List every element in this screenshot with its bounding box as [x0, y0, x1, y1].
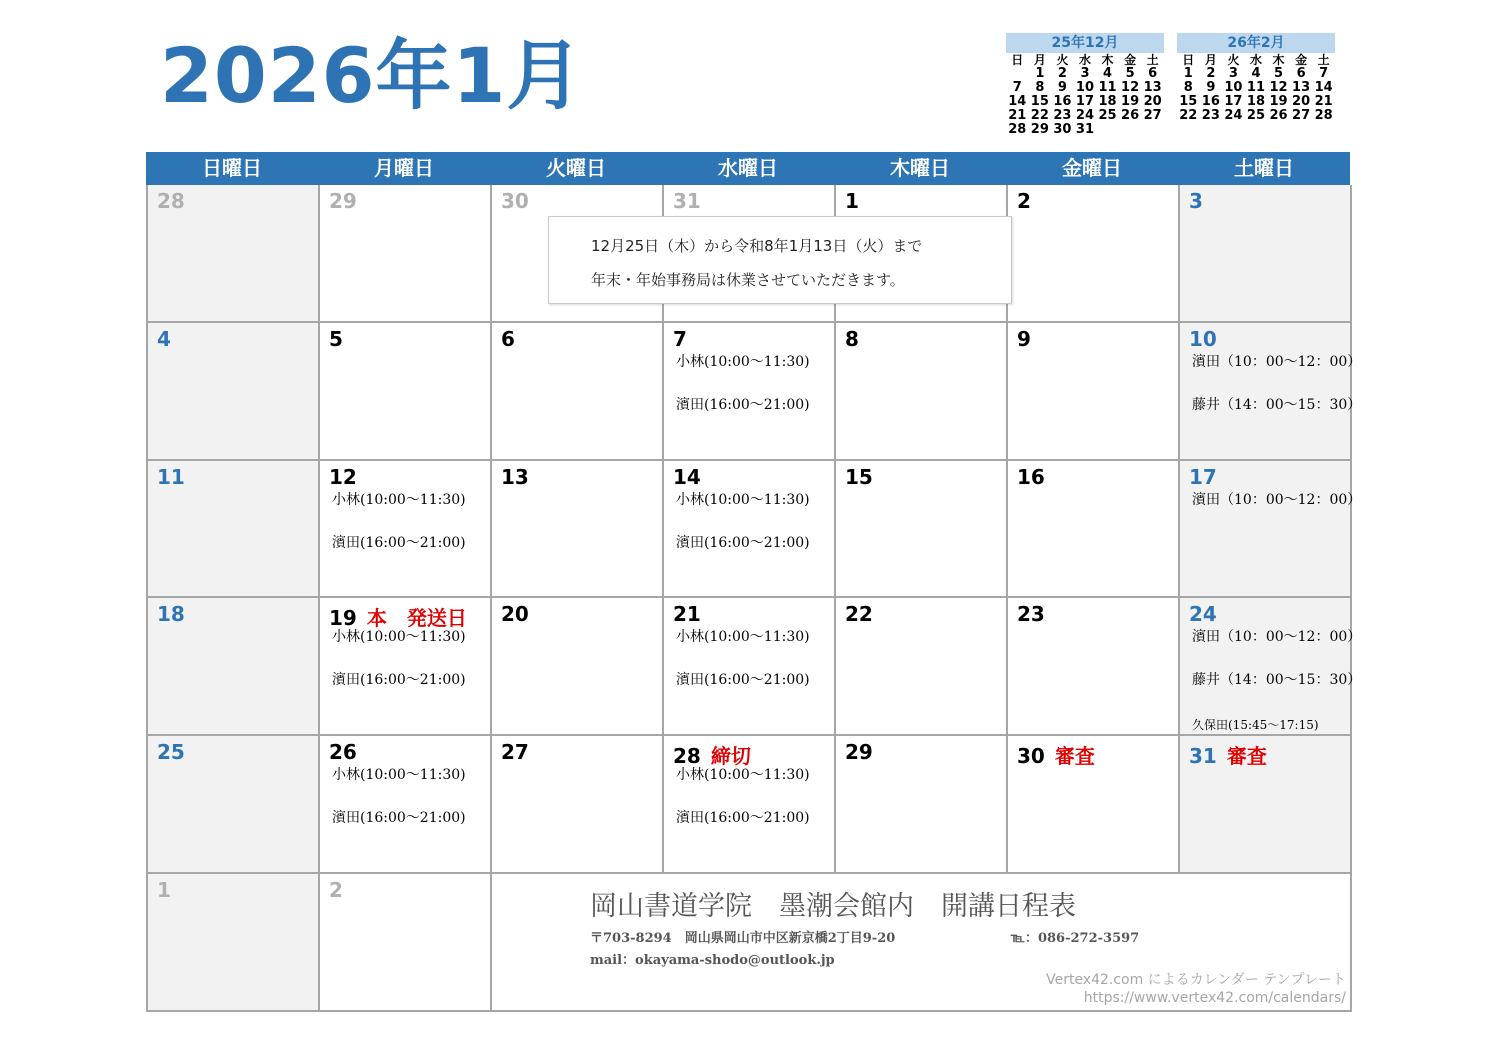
day-cell [148, 185, 320, 323]
day-number-text: 30 [501, 189, 529, 213]
mini-calendar-next [1177, 33, 1335, 123]
mini-dow-cell: 月 [1033, 53, 1046, 67]
mini-day-cell: 8 [1035, 80, 1045, 95]
day-number [501, 740, 529, 764]
mini-dow-cell: 木 [1272, 53, 1285, 67]
mini-day-cell: 1 [1035, 66, 1045, 81]
mini-day-cell: 13 [1143, 80, 1162, 95]
day-cell [1180, 461, 1362, 599]
day-number [673, 602, 701, 626]
day-number [673, 189, 701, 213]
day-number [329, 327, 343, 351]
mini-day-cell: 6 [1296, 66, 1306, 81]
mini-dow-cell: 金 [1124, 53, 1137, 67]
mini-day-cell: 21 [1008, 108, 1027, 123]
day-number [1189, 327, 1217, 351]
day-number-text: 24 [1189, 602, 1217, 627]
mini-day-cell: 3 [1228, 66, 1238, 81]
day-tag: 審査 [1226, 744, 1267, 769]
mini-dow-cell: 日 [1182, 53, 1195, 67]
day-number [845, 740, 873, 764]
event-entry: 濱田（10：00～12：00） [1192, 629, 1362, 646]
mini-dow-cell: 月 [1204, 53, 1217, 67]
mini-day-cell: 3 [1080, 66, 1090, 81]
template-credit: Vertex42.com によるカレンダー テンプレート [1046, 972, 1346, 988]
footer-title: 岡山書道学院 墨潮会館内 開講日程表 [590, 891, 1076, 922]
day-number [1189, 189, 1203, 213]
day-number-text: 11 [157, 464, 185, 489]
event-entry: 濱田（10：00～12：00） [1192, 353, 1362, 370]
mini-day-cell: 20 [1292, 94, 1311, 109]
mini-day-cell: 26 [1121, 108, 1140, 123]
mini-week-row [1177, 109, 1335, 123]
event-entry: 小林(10:00～11:30) [676, 629, 810, 646]
day-cell [320, 461, 492, 599]
day-cell [492, 323, 664, 461]
day-cell [148, 736, 320, 874]
mini-day-cell: 5 [1125, 66, 1135, 81]
mini-day-cell: 2 [1206, 66, 1216, 81]
mini-day-cell: 16 [1053, 94, 1072, 109]
day-number-text: 31 [673, 189, 701, 213]
day-cell [320, 185, 492, 323]
calendar-grid [146, 185, 1362, 1012]
mini-day-cell: 17 [1224, 94, 1243, 109]
day-number-text: 21 [673, 602, 701, 627]
mini-day-cell: 1 [1183, 66, 1193, 81]
day-number-text: 15 [845, 464, 873, 489]
day-number-text: 22 [845, 602, 873, 627]
day-number-text: 3 [1189, 189, 1203, 213]
day-number-text: 1 [157, 878, 171, 902]
mini-day-cell: 27 [1143, 108, 1162, 123]
day-number-text: 5 [329, 326, 343, 351]
mini-day-cell [1119, 123, 1142, 137]
mini-week-row [1177, 95, 1335, 109]
holiday-notice [548, 216, 1012, 304]
mini-week-row [1006, 123, 1164, 137]
footer-address: 〒703-8294 岡山県岡山市中区新京橋2丁目9-20 [590, 931, 896, 946]
mini-day-cell: 17 [1075, 94, 1095, 109]
mini-day-cell: 15 [1030, 94, 1049, 109]
day-number [845, 327, 859, 351]
day-cell [320, 598, 492, 736]
mini-day-cell: 14 [1008, 94, 1027, 109]
day-number-text: 12 [329, 464, 357, 489]
event-entry: 濱田(16:00～21:00) [676, 810, 810, 827]
day-number [673, 465, 701, 489]
day-cell [148, 323, 320, 461]
mini-day-cell: 28 [1314, 108, 1333, 123]
day-number-text: 7 [673, 326, 687, 351]
mini-calendar-prev [1006, 33, 1164, 137]
day-number-text: 4 [157, 326, 171, 351]
day-number [157, 878, 171, 902]
day-number-text: 14 [673, 464, 701, 489]
day-cell [148, 874, 320, 1012]
day-number [1189, 465, 1217, 489]
event-entry: 久保田(15:45～17:15) [1192, 718, 1319, 733]
day-number [329, 878, 343, 902]
weekday-label: 金曜日 [1062, 156, 1122, 180]
day-number-text: 19 [329, 606, 357, 631]
event-entry: 小林(10:00～11:30) [332, 629, 466, 646]
mini-day-cell: 14 [1314, 80, 1333, 95]
mini-day-cell: 27 [1292, 108, 1311, 123]
mini-day-cell: 7 [1319, 66, 1329, 81]
mini-week-row [1177, 81, 1335, 95]
event-entry: 濱田(16:00～21:00) [332, 672, 466, 689]
day-number [1189, 602, 1217, 626]
mini-dow-cell: 日 [1011, 53, 1024, 67]
day-number-text: 27 [501, 740, 529, 765]
mini-day-cell: 24 [1224, 108, 1243, 123]
day-number [501, 189, 529, 213]
day-number [157, 602, 185, 626]
mini-day-cell: 28 [1008, 122, 1027, 137]
day-cell [836, 736, 1008, 874]
event-entry: 濱田(16:00～21:00) [676, 534, 810, 551]
day-cell [664, 736, 836, 874]
event-entry: 濱田(16:00～21:00) [332, 810, 466, 827]
day-number-text: 16 [1017, 464, 1045, 489]
day-cell [836, 598, 1008, 736]
day-cell [492, 598, 664, 736]
day-cell [320, 874, 492, 1012]
mini-day-cell: 30 [1053, 122, 1072, 137]
mini-calendar-next-header: 26年2月 [1177, 33, 1335, 53]
day-number-text: 18 [157, 602, 185, 627]
day-number-text: 29 [329, 189, 357, 213]
day-number [1017, 740, 1095, 769]
day-cell [1008, 185, 1180, 323]
mini-day-cell [1096, 123, 1119, 137]
day-tag: 本 発送日 [366, 606, 467, 631]
weekday-label: 火曜日 [546, 156, 606, 180]
mini-day-cell: 16 [1201, 94, 1220, 109]
mini-day-cell: 18 [1246, 94, 1266, 109]
mini-day-cell: 31 [1075, 122, 1095, 137]
mini-day-cell: 23 [1201, 108, 1220, 123]
day-number-text: 29 [845, 740, 873, 765]
mini-day-cell: 7 [1012, 80, 1022, 95]
day-number [845, 189, 859, 213]
event-entry: 濱田(16:00～21:00) [676, 672, 810, 689]
day-cell [1008, 736, 1180, 874]
day-cell [664, 323, 836, 461]
day-cell [1180, 736, 1352, 874]
event-entry: 濱田(16:00～21:00) [332, 534, 466, 551]
mini-dow-row [1177, 53, 1335, 67]
day-cell [320, 736, 492, 874]
page-title: 2026年1月 [160, 31, 584, 120]
day-number [157, 465, 185, 489]
mini-dow-cell: 土 [1317, 53, 1330, 67]
day-cell [836, 323, 1008, 461]
mini-day-cell: 15 [1179, 94, 1198, 109]
day-cell [320, 323, 492, 461]
day-number-text: 13 [501, 464, 529, 489]
mini-dow-cell: 水 [1249, 53, 1262, 67]
day-number-text: 31 [1189, 744, 1217, 769]
day-cell [1180, 598, 1362, 736]
day-cell [836, 461, 1008, 599]
event-entry: 小林(10:00～11:30) [676, 353, 810, 370]
day-cell [664, 598, 836, 736]
mini-day-cell: 25 [1098, 108, 1117, 123]
day-cell [1008, 323, 1180, 461]
mini-day-cell: 12 [1121, 80, 1140, 95]
day-number [845, 602, 873, 626]
day-cell [1180, 185, 1352, 323]
day-number-text: 17 [1189, 464, 1217, 489]
mini-day-cell: 22 [1179, 108, 1198, 123]
mini-day-cell: 6 [1148, 66, 1158, 81]
day-number-text: 26 [329, 740, 357, 765]
mini-calendar-prev-header: 25年12月 [1006, 33, 1164, 53]
footer-info-block [492, 874, 1352, 1012]
mini-day-cell: 11 [1246, 80, 1266, 95]
day-number [1189, 740, 1267, 769]
event-entry: 藤井（14：00～15：30） [1192, 396, 1362, 413]
day-number [501, 602, 529, 626]
mini-day-cell [1141, 123, 1164, 137]
weekday-label: 土曜日 [1234, 156, 1294, 180]
mini-day-cell: 5 [1274, 66, 1284, 81]
day-cell [1180, 323, 1362, 461]
event-entry: 小林(10:00～11:30) [676, 767, 810, 784]
day-number [673, 327, 687, 351]
day-number [1017, 327, 1031, 351]
day-number [501, 327, 515, 351]
event-entry: 小林(10:00～11:30) [332, 491, 466, 508]
day-number [157, 327, 171, 351]
mini-day-cell: 29 [1030, 122, 1049, 137]
mini-day-cell: 4 [1251, 66, 1261, 81]
mini-dow-cell: 金 [1295, 53, 1308, 67]
mini-dow-cell: 木 [1101, 53, 1114, 67]
day-number [1017, 602, 1045, 626]
mini-week-row [1006, 109, 1164, 123]
template-url: https://www.vertex42.com/calendars/ [1083, 990, 1346, 1006]
event-entry: 小林(10:00～11:30) [332, 767, 466, 784]
day-number-text: 10 [1189, 326, 1217, 351]
day-cell [148, 461, 320, 599]
mini-day-cell: 4 [1103, 66, 1113, 81]
mini-day-cell: 9 [1057, 80, 1067, 95]
mini-day-cell: 26 [1269, 108, 1288, 123]
notice-line-2: 年末・年始事務局は休業させていただきます。 [591, 271, 905, 289]
day-cell [148, 598, 320, 736]
mini-day-cell: 8 [1183, 80, 1193, 95]
day-number-text: 20 [501, 602, 529, 627]
day-cell [1008, 461, 1180, 599]
day-number [845, 465, 873, 489]
mini-day-cell: 20 [1143, 94, 1162, 109]
day-number-text: 28 [157, 189, 185, 213]
day-number [1017, 189, 1031, 213]
event-entry: 濱田(16:00～21:00) [676, 396, 810, 413]
mini-dow-cell: 土 [1146, 53, 1159, 67]
mini-day-cell: 13 [1292, 80, 1311, 95]
day-number-text: 30 [1017, 744, 1045, 769]
mini-day-cell: 25 [1246, 108, 1266, 123]
day-number [157, 189, 185, 213]
day-tag: 審査 [1054, 744, 1095, 769]
mini-day-cell: 22 [1030, 108, 1049, 123]
weekday-label: 水曜日 [718, 156, 778, 180]
day-number-text: 28 [673, 744, 701, 769]
day-cell [492, 736, 664, 874]
mini-dow-cell: 水 [1078, 53, 1091, 67]
day-cell [1008, 598, 1180, 736]
footer-mail: mail：okayama-shodo@outlook.jp [590, 953, 835, 968]
mini-day-cell: 12 [1269, 80, 1288, 95]
day-number-text: 8 [845, 326, 859, 351]
mini-week-row [1006, 81, 1164, 95]
day-tag: 締切 [710, 744, 751, 769]
day-number [329, 740, 357, 764]
mini-day-cell: 21 [1314, 94, 1333, 109]
mini-dow-cell: 火 [1056, 53, 1069, 67]
weekday-label: 日曜日 [202, 156, 262, 180]
mini-dow-cell: 火 [1227, 53, 1240, 67]
day-number-text: 2 [1017, 189, 1031, 213]
day-number [501, 465, 529, 489]
day-number [329, 465, 357, 489]
mini-day-cell: 19 [1269, 94, 1288, 109]
mini-day-cell: 19 [1121, 94, 1140, 109]
mini-day-cell: 11 [1098, 80, 1117, 95]
event-entry: 小林(10:00～11:30) [676, 491, 810, 508]
day-number-text: 1 [845, 189, 859, 213]
weekday-header-row [146, 152, 1350, 185]
event-entry: 藤井（14：00～15：30） [1192, 672, 1362, 689]
mini-day-cell: 24 [1075, 108, 1095, 123]
mini-dow-row [1006, 53, 1164, 67]
day-number [157, 740, 185, 764]
day-number-text: 9 [1017, 326, 1031, 351]
day-cell [664, 461, 836, 599]
day-number-text: 6 [501, 326, 515, 351]
day-number-text: 2 [329, 878, 343, 902]
event-entry: 濱田（10：00～12：00） [1192, 491, 1362, 508]
day-cell [492, 461, 664, 599]
day-number [1017, 465, 1045, 489]
day-number-text: 23 [1017, 602, 1045, 627]
weekday-label: 木曜日 [890, 156, 950, 180]
mini-day-cell: 18 [1098, 94, 1117, 109]
mini-day-cell: 23 [1053, 108, 1072, 123]
mini-week-row [1006, 95, 1164, 109]
weekday-label: 月曜日 [374, 156, 434, 180]
footer-tel: ℡：086-272-3597 [1011, 931, 1140, 946]
mini-week-row [1177, 67, 1335, 81]
mini-day-cell: 10 [1224, 80, 1243, 95]
mini-day-cell: 10 [1075, 80, 1095, 95]
mini-day-cell [1006, 67, 1029, 81]
day-number-text: 25 [157, 740, 185, 765]
mini-day-cell: 9 [1206, 80, 1216, 95]
notice-line-1: 12月25日（木）から令和8年1月13日（火）まで [591, 237, 923, 255]
mini-day-cell: 2 [1057, 66, 1067, 81]
mini-week-row [1006, 67, 1164, 81]
day-number [329, 189, 357, 213]
